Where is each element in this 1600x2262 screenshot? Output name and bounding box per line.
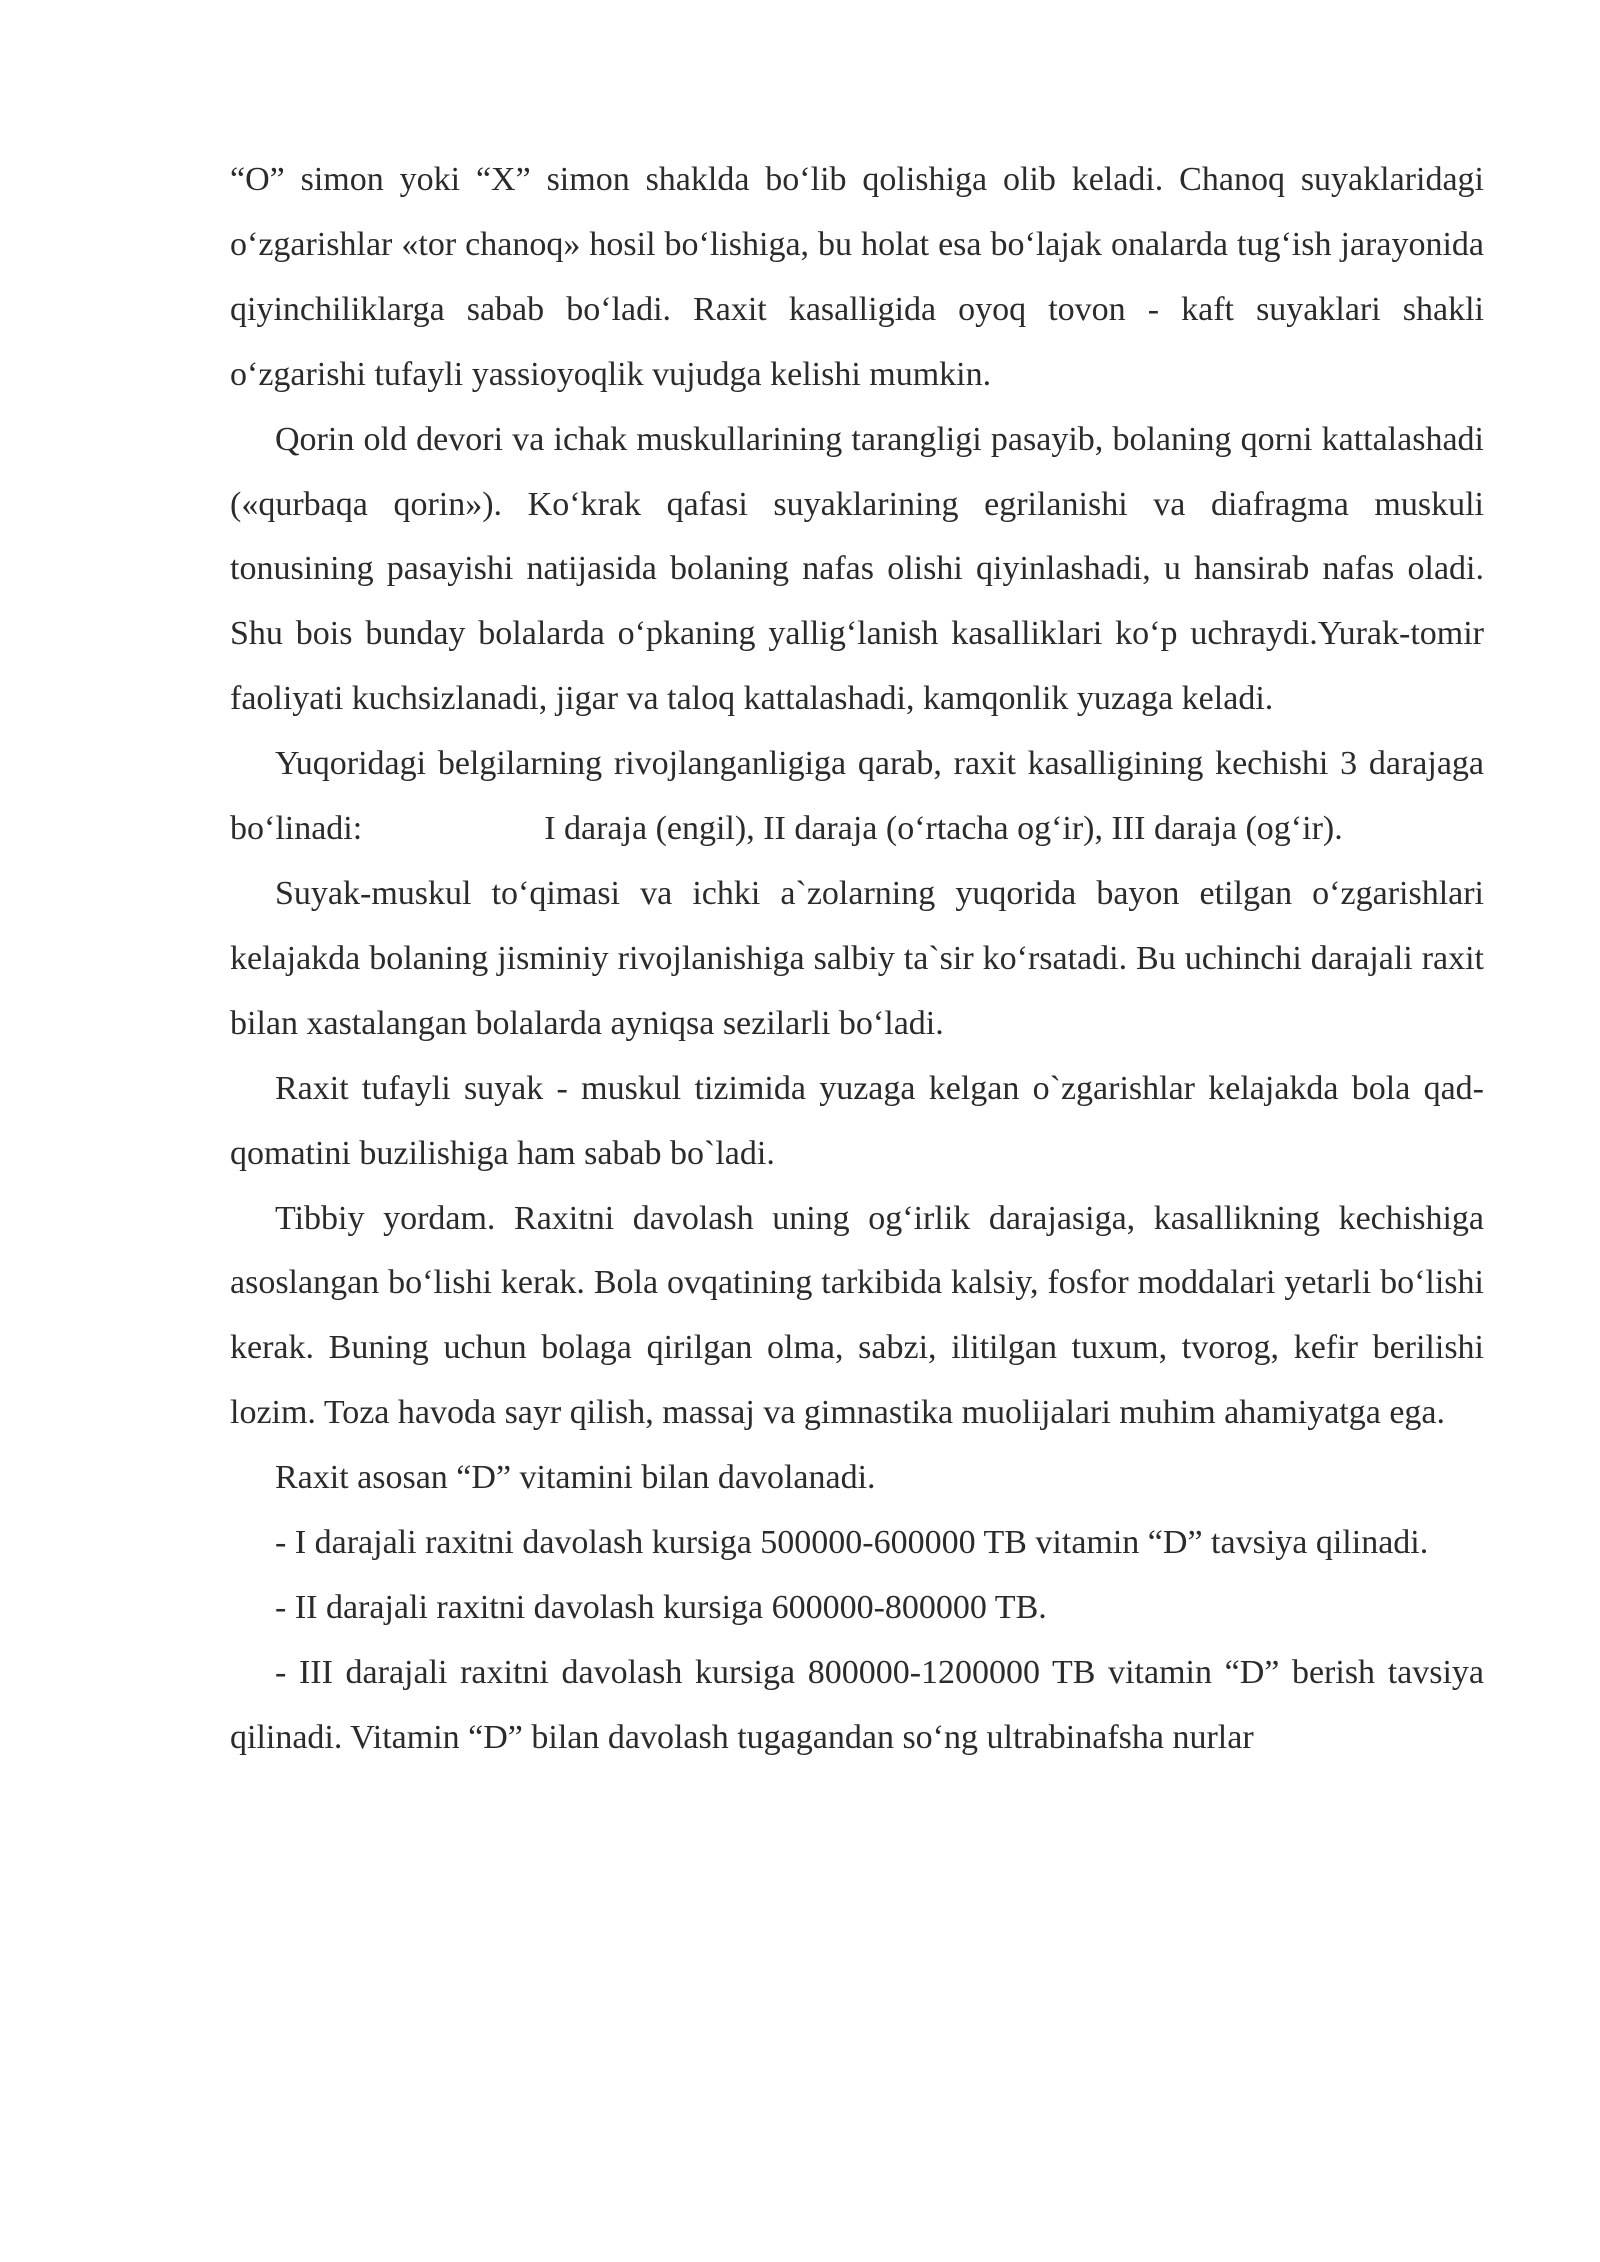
paragraph-medical-help: Tibbiy yordam. Raxitni davolash uning og‘irlik darajasiga, kasallikning kechishiga asoslangan bo‘lishi kerak. Bola ovqatining tarkibida kalsiy, fosfor moddalari yetarli bo‘lishi kerak. Buning uchun bolaga qirilgan olma, sabzi, ilitilgan tuxum, tvorog, kefir berilishi lozim. Toza havoda sayr qilish, massaj va gimnastika muolijalari muhim ahamiyatga ega. bbox=[230, 1199, 1484, 1432]
paragraph-severity-degrees bbox=[230, 732, 1484, 862]
document-page bbox=[230, 148, 1484, 1771]
paragraph-posture: Raxit tufayli suyak - muskul tizimida yuzaga kelgan o`zgarishlar kelajakda bola qad-qomatini buzilishiga ham sabab bo`ladi. bbox=[230, 1069, 1484, 1172]
list-item-degree-1: - I darajali raxitni davolash kursiga 500000-600000 TB vitamin “D” tavsiya qilinadi. bbox=[275, 1524, 1429, 1562]
paragraph-vitamin-d-treatment: Raxit asosan “D” vitamini bilan davolanadi. bbox=[275, 1459, 876, 1497]
severity-intro-text: Yuqoridagi belgilarning rivojlanganligiga qarab, raxit kasalligining kechishi 3 darajaga bo‘linadi: bbox=[230, 745, 1484, 848]
paragraph-abdomen-chest: Qorin old devori va ichak muskullarining tarangligi pasayib, bolaning qorni kattalashadi («qurbaqa qorin»). Ko‘krak qafasi suyaklarining egrilanishi va diafragma muskuli tonusining pasayishi natijasida bolaning nafas olishi qiyinlashadi, u hansirab nafas oladi. Shu bois bunday bolalarda o‘pkaning yallig‘lanish kasalliklari ko‘p uchraydi.Yurak-tomir faoliyati kuchsizlanadi, jigar va taloq kattalashadi, kamqonlik yuzaga keladi. bbox=[230, 420, 1484, 718]
severity-degrees-text: I daraja (engil), II daraja (o‘rtacha og‘ir), III daraja (og‘ir). bbox=[544, 810, 1343, 848]
list-item-degree-2: - II darajali raxitni davolash kursiga 600000-800000 TB. bbox=[275, 1588, 1047, 1626]
list-item-degree-3: - III darajali raxitni davolash kursiga 800000-1200000 TB vitamin “D” berish tavsiya qilinadi. Vitamin “D” bilan davolash tugagandan so‘ng ultrabinafsha nurlar bbox=[230, 1653, 1484, 1756]
paragraph-rickets-deformities: “O” simon yoki “X” simon shaklda bo‘lib qolishiga olib keladi. Chanoq suyaklaridagi o‘zgarishlar «tor chanoq» hosil bo‘lishiga, bu holat esa bo‘lajak onalarda tug‘ish jarayonida qiyinchiliklarga sabab bo‘ladi. Raxit kasalligida oyoq tovon - kaft suyaklari shakli o‘zgarishi tufayli yassioyoqlik vujudga kelishi mumkin. bbox=[230, 161, 1484, 393]
paragraph-physical-development: Suyak-muskul to‘qimasi va ichki a`zolarning yuqorida bayon etilgan o‘zgarishlari kelajakda bolaning jisminiy rivojlanishiga salbiy ta`sir ko‘rsatadi. Bu uchinchi darajali raxit bilan xastalangan bolalarda ayniqsa sezilarli bo‘ladi. bbox=[230, 874, 1484, 1042]
